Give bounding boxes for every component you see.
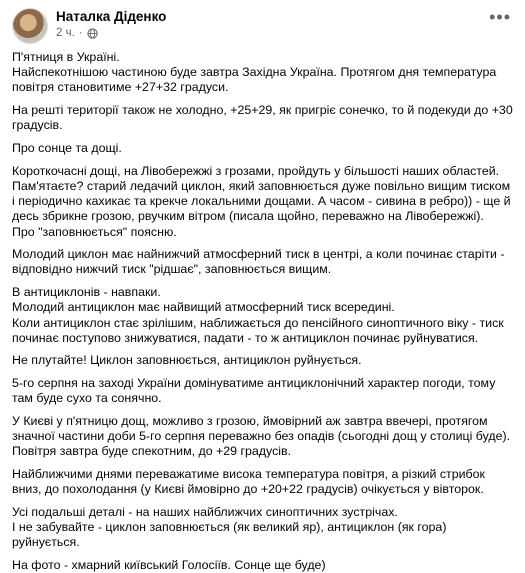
- post-paragraph: В антициклонів - навпаки. Молодий антициклон має найвищий атмосферний тиск всередині. Коли антициклон стає зрілішим, наближається до пенсійного синоптичного віку - тиск починає поступово знижуватися, падати - то ж антициклон починає руйнуватися.: [12, 285, 504, 345]
- post-body: [12, 50, 513, 573]
- globe-icon[interactable]: [87, 28, 98, 39]
- post-paragraph: Короткочасні дощі, на Лівобережжі з грозами, пройдуть у більшості наших областей. Пам'ятаєте? старий ледачий циклон, який заповнюється дуже повільно вищим тиском і періодично кахикає та крекче локальними дощами. А часом - сивина в ребро)) - ще й десь збрикне грозою, рвучким вітром (писала щойно, переважно на Лівобережжі). Про "заповнюється" поясню.: [12, 163, 511, 239]
- post-paragraph: Найближчими днями переважатиме висока температура повітря, а різкий стрибок вниз, до похолодання (у Києві ймовірно до +20+22 градусів) очікується у вівторок.: [12, 467, 485, 497]
- post-paragraph: На решті території також не холодно, +25+29, як пригріє сонечко, то й подекуди до +30 градусів.: [12, 103, 513, 133]
- more-options-icon[interactable]: •••: [489, 7, 511, 27]
- post-paragraph: Молодий циклон має найнижчий атмосферний тиск в центрі, а коли починає старіти - відповідно нижчий тиск "рідшає", заповнюється вищим.: [12, 247, 505, 277]
- post-time[interactable]: 2 ч.: [56, 27, 75, 39]
- post-paragraph: На фото - хмарний київський Голосіїв. Сонце ще буде): [12, 558, 326, 573]
- post-header: [12, 8, 513, 48]
- author-name[interactable]: Наталка Діденко: [56, 9, 167, 24]
- post-paragraph: У Києві у п'ятницю дощ, можливо з грозою, ймовірний аж завтра ввечері, протягом значної частини доби 5-го серпня переважно без опадів (сьогодні дощ у столиці буде). Повітря завтра буде спекотним, до +29 градусів.: [12, 414, 511, 459]
- post-paragraph: П'ятниця в Україні. Найспекотнішою частиною буде завтра Західна Україна. Протягом дня температура повітря становитиме +27+32 градуси.: [12, 50, 497, 95]
- avatar[interactable]: [12, 8, 48, 44]
- post-paragraph: Усі подальші деталі - на наших найближчих синоптичних зустрічах. І не забувайте - циклон заповнюється (як великий яр), антициклон (як гора) руйнується.: [12, 505, 447, 550]
- author-block: [56, 8, 166, 41]
- meta-separator: ·: [78, 27, 83, 39]
- post-paragraph: Не плутайте! Циклон заповнюється, антициклон руйнується.: [12, 353, 362, 368]
- post-paragraph: Про сонце та дощі.: [12, 141, 122, 156]
- post-paragraph: 5-го серпня на заході України домінуватиме антициклонічний характер погоди, тому там буде сухо та сонячно.: [12, 376, 496, 406]
- post-meta: [56, 25, 166, 41]
